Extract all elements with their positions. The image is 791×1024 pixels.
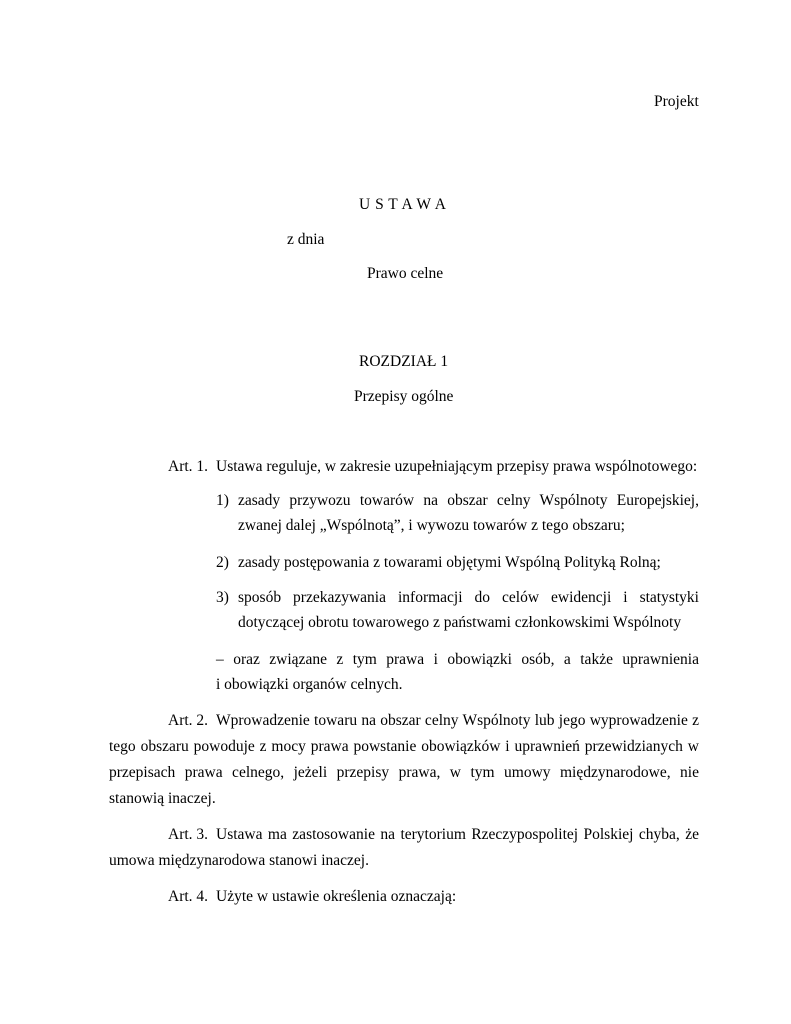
article-1-point-3-line-1: sposób przekazywania informacji do celów ewidencji i statystyki [238, 589, 699, 606]
article-1-point-1-line-1: zasady przywozu towarów na obszar celny Wspólnoty Europejskiej, [238, 492, 699, 509]
chapter-number: ROZDZIAŁ 1 [359, 353, 449, 370]
article-1-intro: Ustawa reguluje, w zakresie uzupełniającym przepisy prawa wspólnotowego: [216, 458, 698, 475]
article-1-label: Art. 1. [168, 458, 209, 475]
article-1-point-2-number: 2) [216, 554, 229, 571]
document-status: Projekt [654, 93, 699, 110]
act-type-title: U S T A W A [359, 196, 447, 213]
article-1-closing-line-1: – oraz związane z tym prawa i obowiązki osób, a także uprawnienia [216, 651, 699, 668]
article-1-point-2-line-1: zasady postępowania z towarami objętymi Wspólną Polityką Rolną; [238, 554, 661, 571]
article-4-text: Użyte w ustawie określenia oznaczają: [216, 888, 457, 905]
date-line: z dnia [287, 231, 325, 248]
article-2-line-4: stanowią inaczej. [109, 790, 216, 807]
article-4-label: Art. 4. [168, 888, 209, 905]
article-3-line-2: umowa międzynarodowa stanowi inaczej. [109, 852, 369, 869]
article-1-point-1-line-2: zwanej dalej „Wspólnotą”, i wywozu towarów z tego obszaru; [238, 517, 625, 534]
article-3-label: Art. 3. [168, 826, 209, 843]
act-name: Prawo celne [367, 265, 444, 282]
article-1-closing-line-2: i obowiązki organów celnych. [216, 676, 403, 693]
article-1-point-1-number: 1) [216, 492, 229, 509]
article-1-point-3-number: 3) [216, 589, 229, 606]
article-1-point-3-line-2: dotyczącej obrotu towarowego z państwami członkowskimi Wspólnoty [238, 614, 682, 631]
article-2-line-1: Wprowadzenie towaru na obszar celny Wspólnoty lub jego wyprowadzenie z [216, 712, 699, 729]
article-2-line-3: przepisach prawa celnego, jeżeli przepisy prawa, w tym umowy międzynarodowe, nie [109, 764, 699, 781]
article-2-label: Art. 2. [168, 712, 209, 729]
chapter-name: Przepisy ogólne [354, 388, 454, 405]
article-2-line-2: tego obszaru powoduje z mocy prawa powstanie obowiązków i uprawnień przewidzianych w [109, 738, 699, 755]
article-3-line-1: Ustawa ma zastosowanie na terytorium Rzeczypospolitej Polskiej chyba, że [216, 826, 699, 843]
